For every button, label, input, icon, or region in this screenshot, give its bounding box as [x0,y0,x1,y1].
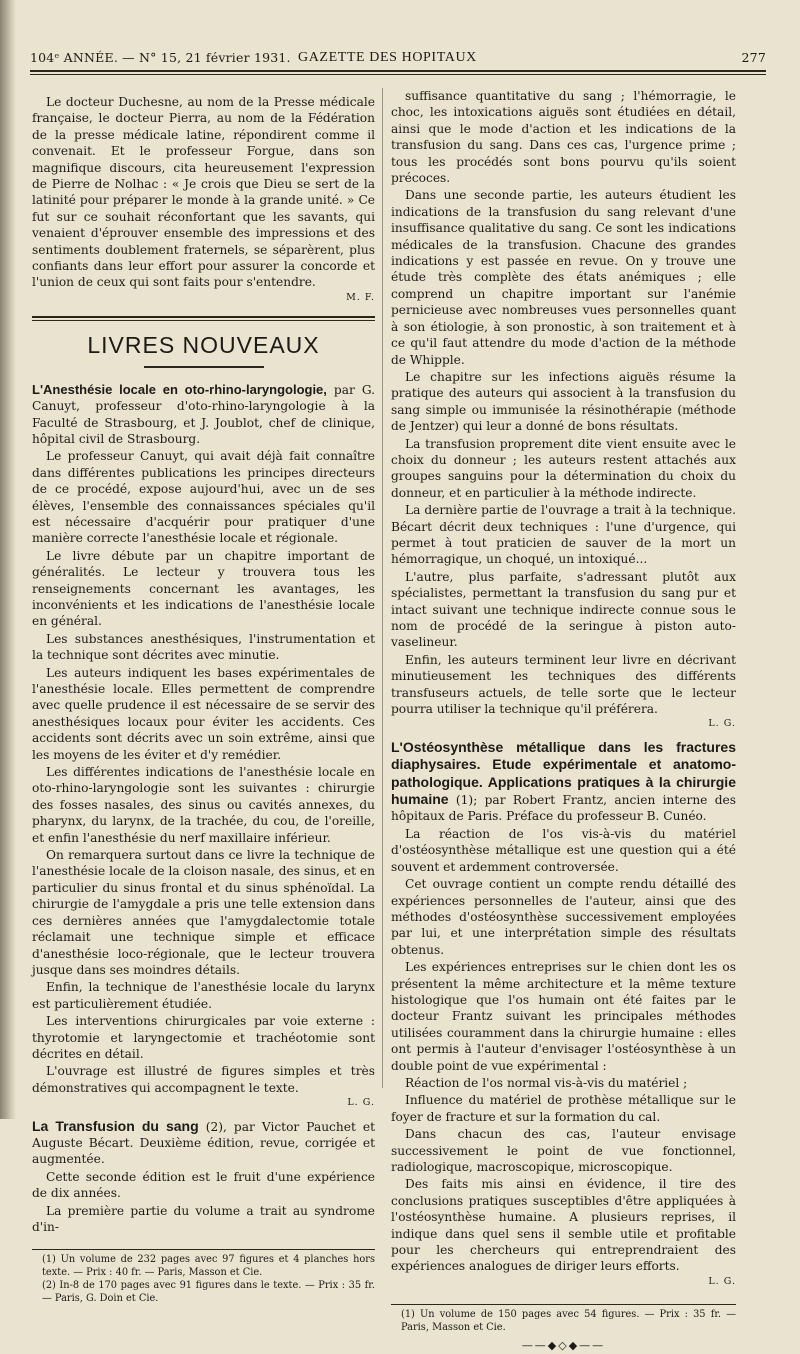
paragraph: Les substances anesthésiques, l'instrumentation et la technique sont décrites avec minutie. [32,631,375,663]
book3-footnote-mark: (1) [455,793,474,808]
paragraph: Des faits mis ainsi en évidence, il tire des conclusions pratiques susceptibles d'être appliquées à l'ostéosynthèse humaine. A plusieurs reprises, il indique dans quel sens il semble utile et profitable pour les chercheurs qui entreprendraient des expériences analogues de diriger leurs efforts. [391,1177,736,1274]
book2-signature: L. G. [708,718,736,730]
paragraph: Influence du matériel de prothèse métallique sur le foyer de fracture et sur la formation du cal. [391,1093,736,1124]
paragraph: Dans une seconde partie, les auteurs étudient les indications de la transfusion du sang relevant d'une insuffisance qualitative du sang. Ce sont les indications médicales de la transfusion. Chacune des grandes indications y est passée en revue. On y trouve une étude très complète des états anémiques ; elle comprend un chapitre important sur l'anémie pernicieuse avec nombreuses vues personnelles quant à son étiologie, à son pronostic, à son traitement et à ce qu'il faut attendre du mode d'action de la méthode de Whipple. [391,188,736,367]
book2-heading [32,1118,375,1168]
paragraph: On remarquera surtout dans ce livre la technique de l'anesthésie locale de la cloison nasale, des sinus, et en particulier du sinus frontal et du sinus sphénoïdal. La chirurgie de l'amygdale a pris une telle extension dans ces dernières années que l'amygdalectomie totale réclamait une technique simple et efficace d'anesthésie loco-régionale, que le lecteur trouvera jusque dans ses moindres détails. [32,848,375,977]
book1-authors: par G. Canuyt, professeur d'oto-rhino-laryngologie à la Faculté de Strasbourg, et J. Joublot, chef de clinique, hôpital civil de Strasbourg. [32,382,375,446]
paragraph: Les interventions chirurgicales par voie externe : thyrotomie et laryngectomie et trachéotomie sont décrites en détail. [32,1014,375,1061]
binding-shadow [0,0,16,1119]
book1-signature: L. G. [347,1097,375,1109]
book2-footnote-mark: (2) [205,1119,223,1134]
paragraph: Cette seconde édition est le fruit d'une expérience de dix années. [32,1169,375,1201]
right-column [391,88,736,1354]
book1-heading [32,382,375,448]
paragraph: Cet ouvrage contient un compte rendu détaillé des expériences personnelles de l'auteur, ainsi que des méthodes d'ostéosynthèse successivement employées par lui, et une interprétation simple des résultats obtenus. [391,877,736,957]
intro-signature: M. F. [346,291,375,303]
book3-signature: L. G. [708,1275,736,1287]
book2-authors: , par Victor Pauchet et Auguste Bécart. Deuxième édition, revue, corrigée et augmentée. [32,1119,376,1167]
issue-line: 104ᵉ ANNÉE. — N° 15, 21 février 1931. [30,50,291,65]
footnotes-left [32,1254,375,1305]
footnote-right: (1) Un volume de 150 pages avec 54 figures. — Prix : 35 fr. — Paris, Masson et Cie. [401,1309,736,1333]
book2-title: La Transfusion du sang [32,1117,199,1134]
book3-authors: ; par Robert Frantz, ancien interne des hôpitaux de Paris. Préface du professeur B. Cunéo. [391,793,736,824]
paragraph: L'ouvrage est illustré de figures simples et très démonstratives qui accompagnent le texte. [32,1064,375,1095]
journal-title: GAZETTE DES HOPITAUX [298,50,477,65]
paragraph: Réaction de l'os normal vis-à-vis du matériel ; [405,1075,688,1090]
page-header [30,50,766,68]
book2-body [32,1169,375,1236]
paragraph: Les auteurs indiquent les bases expérimentales de l'anesthésie locale. Elles permettent de comprendre avec quelle prudence il est nécessaire de se servir des anesthésiques locaux pour éviter les accidents. Ces accidents sont décrits avec un soin extrême, ainsi que les moyens de les éviter et d'y remédier. [32,665,375,762]
intro-paragraph: Le docteur Duchesne, au nom de la Presse médicale française, le docteur Pierra, au nom de la Fédération de la presse médicale latine, répondirent comme il convenait. Et le professeur Forgue, dans son magnifique discours, cita heureusement l'expression de Pierre de Nolhac : « Je crois que Dieu se sert de la latinité pour préparer le monde à la grande unité. » Ce fut sur ce souhait réconfortant que les savants, qui venaient d'éprouver ensemble des impressions et des sentiments doublement fraternels, se séparèrent, plus confiants dans leur effort pour assurer la concorde et l'union de ceux qui sont faits pour s'entendre. [32,95,375,290]
footnote: (1) Un volume de 232 pages avec 97 figures et 4 planches hors texte. — Prix : 40 fr. — Paris, Masson et Cie. [42,1254,375,1278]
paragraph: Le chapitre sur les infections aiguës résume la pratique des auteurs qui associent à la transfusion du sang simple ou immunisée la résinothérapie (méthode de Jentzer) qui leur a donné de bons résultats. [391,369,736,434]
paragraph: suffisance quantitative du sang ; l'hémorragie, le choc, les intoxications aiguës sont étudiées en détail, ainsi que le mode d'action et les indications de la transfusion du sang. Dans ces cas, l'urgence prime ; tous les procédés sont bons pourvu qu'ils soient précoces. [391,89,736,186]
header-rule-thin [30,74,766,75]
header-rule [30,70,766,72]
paragraph: Enfin, les auteurs terminent leur livre en décrivant minutieusement les techniques des différents transfuseurs actuels, de telle sorte que le lecteur pourra utiliser la technique qu'il préférera. [391,652,736,717]
paragraph: L'autre, plus parfaite, s'adressant plutôt aux spécialistes, permettant la transfusion du sang pur et intact suivant une technique indirecte connue sous le nom de procédé de la seringue à piston auto-vaselineur. [391,569,736,650]
paragraph: Les expériences entreprises sur le chien dont les os présentent la même architecture et la même texture histologique que l'os humain ont été faites par le docteur Frantz suivant les principales méthodes utilisées couramment dans la chirurgie humaine : elles ont permis à l'auteur d'envisager l'ostéosynthèse à un double point de vue expérimental : [391,960,736,1073]
book3-body [391,826,736,1275]
page-number: 277 [741,50,766,65]
paragraph: La première partie du volume a trait au syndrome d'in- [32,1203,375,1234]
paragraph: Le professeur Canuyt, qui avait déjà fait connaître dans différentes publications les principes directeurs de ce procédé, expose aujourd'hui, avec un de ses élèves, l'ensemble des connaissances spéciales qu'il est nécessaire d'acquérir pour pratiquer d'une manière correcte l'anesthésie locale et régionale. [32,449,375,546]
book1-title: L'Anesthésie locale en oto-rhino-laryngologie, [32,381,327,397]
section-title-underline [144,366,264,368]
section-title: LIVRES NOUVEAUX [87,332,320,359]
paragraph: Le livre débute par un chapitre important de généralités. Le lecteur y trouvera tous les renseignements concernant les avantages, les inconvénients et les indications de l'anesthésie locale en général. [32,548,375,629]
footnote-rule-right [391,1304,736,1305]
column-separator [382,88,383,1088]
book2-continuation [391,88,736,717]
book3-heading [391,739,736,825]
paragraph: Dans chacun des cas, l'auteur envisage successivement le point de vue fonctionnel, radiologique, macroscopique, microscopique. [391,1127,736,1174]
paragraph: La dernière partie de l'ouvrage a trait à la technique. Bécart décrit deux techniques : l'une d'urgence, qui permet à tout praticien de sauver de la mort un hémorragique, un choqué, un intoxiqué... [391,503,736,567]
book3-title: L'Ostéosynthèse métallique dans les fractures diaphysaires. Etude expérimentale et anatomo-pathologique. Applications pratiques à la chirurgie humaine [391,738,736,808]
left-column [32,94,375,1306]
paragraph: Les différentes indications de l'anesthésie locale en oto-rhino-laryngologie sont les suivantes : chirurgie des fosses nasales, des sinus ou cavités annexes, du pharynx, du larynx, de la trachée, du cou, de l'oreille, et enfin l'anesthésie du nerf maxillaire inférieur. [32,765,375,845]
ornament: ——◆◇◆—— [521,1339,606,1353]
paragraph: Enfin, la technique de l'anesthésie locale du larynx est particulièrement étudiée. [32,980,375,1011]
section-rule [32,316,375,321]
footnote: (2) In-8 de 170 pages avec 91 figures dans le texte. — Prix : 35 fr. — Paris, G. Doin et Cie. [42,1280,375,1304]
footnote-rule-left [32,1249,375,1250]
paragraph: La transfusion proprement dite vient ensuite avec le choix du donneur ; les auteurs restent attachés aux groupes sanguins pour la détermination du choix du donneur, et en particulier à la méthode indirecte. [391,436,736,500]
paragraph: La réaction de l'os vis-à-vis du matériel d'ostéosynthèse métallique est une question qui a été souvent et ardemment controversée. [391,826,736,874]
book1-body [32,448,375,1096]
